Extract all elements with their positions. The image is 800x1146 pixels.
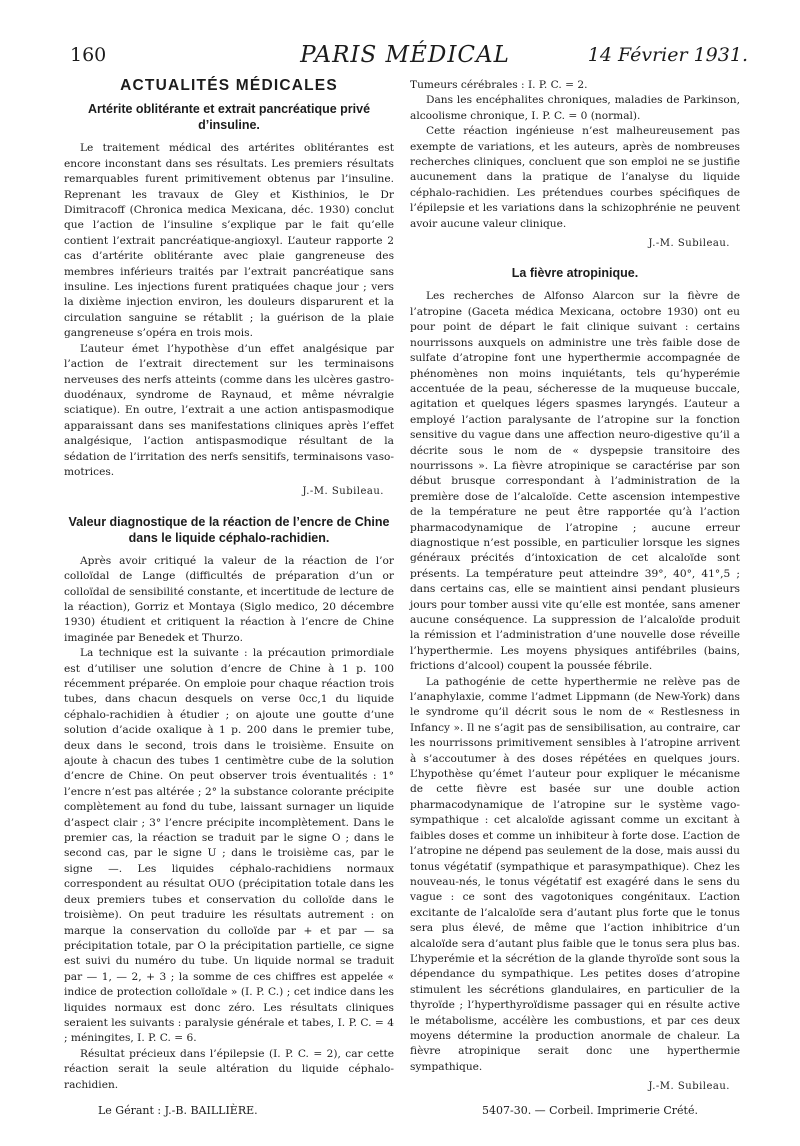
- author-signature: J.-M. Subileau.: [302, 486, 384, 498]
- article-paragraph: L’auteur émet l’hypothèse d’un effet analgésique par l’action de l’extrait directement sur les terminaisons nerveuses des nerfs atteints (comme dans les ulcères gastro-duodénaux, syndrome de Raynaud, et même névralgie sciatique). En outre, l’extrait a une action antispasmodique apparaissant dans ses manifestations cliniques après l’effet analgésique, l’action antispasmodique résultant de la sédation de l’irritation des nerfs sensitifs, terminaisons vaso-motrices.: [64, 342, 394, 478]
- page-number: 160: [70, 44, 107, 66]
- issue-date: 14 Février 1931.: [587, 44, 748, 66]
- journal-title: PARIS MÉDICAL: [300, 42, 510, 68]
- article-paragraph: La pathogénie de cette hyperthermie ne relève pas de l’anaphylaxie, comme l’admet Lippmann (de New-York) dans le syndrome qu’il décrit sous le nom de « Restlesness in Infancy ». Il ne s’agit pas de sensibilisation, au contraire, car les nourrissons primitivement sensibles à l’atropine arrivent à s’accoutumer à des doses répétées en quelques jours. L’hypothèse qu’émet l’auteur pour expliquer le mécanisme de cette fièvre est basée sur une double action pharmacodynamique de l’atropine sur le système vago-sympathique : cet alcaloïde agissant comme un excitant à faibles doses et comme un inhibiteur à forte dose. L’action de l’atropine ne dépend pas seulement de la dose, mais aussi du tonus végétatif (sympathique et parasympathique). Chez les nouveau-nés, le tonus végétatif est exagéré dans le sens du vague : ce sont des vagotoniques congénitaux. L’action excitante de l’alcaloïde sera d’autant plus forte que le tonus sera plus élevé, de même que l’action inhibitrice d’un alcaloïde sera d’autant plus faible que le tonus sera plus bas. L’hyperémie et la sécrétion de la glande thyroïde sont sous la dépendance du sympathique. Les petites doses d’atropine stimulent les sécrétions glandulaires, en particulier de la thyroïde ; l’hyperthyroïdisme passager qui en résulte active le métabolisme, accélère les combustions, et par ces deux moyens détermine la production anormale de chaleur. La fièvre atropinique serait donc une hyperthermie sympathique.: [410, 675, 740, 1073]
- author-signature: J.-M. Subileau.: [648, 1081, 730, 1093]
- section-title: ACTUALITÉS MÉDICALES: [120, 77, 338, 94]
- footer-imprint: 5407-30. — Corbeil. Imprimerie Crété.: [481, 1104, 698, 1117]
- article-title-encre-de-chine: Valeur diagnostique de la réaction de l’encre de Chine dans le liquide céphalo-rachidien.: [68, 514, 390, 545]
- article-paragraph: Cette réaction ingénieuse n’est malheureusement pas exempte de variations, et les auteurs, après de nombreuses recherches cliniques, concluent que son emploi ne se justifie aucunement dans la pratique de l’analyse du liquide céphalo-rachidien. Les prétendues courbes spécifiques de l’épilepsie et les variations dans la schizophrénie ne peuvent avoir aucune valeur clinique.: [410, 125, 740, 230]
- article-paragraph: Tumeurs cérébrales : I. P. C. = 2.: [410, 79, 588, 91]
- article-paragraph: La technique est la suivante : la précaution primordiale est d’utiliser une solution d’encre de Chine à 1 p. 100 récemment préparée. On emploie pour chaque réaction trois tubes, dans chacun desquels on verse 0cc,1 du liquide céphalo-rachidien à étudier ; on ajoute une goutte d’une solution d’acide oxalique à 1 p. 200 dans le premier tube, deux dans le second, trois dans le troisième. Ensuite on ajoute à chacun des tubes 1 centimètre cube de la solution d’encre de Chine. On peut observer trois éventualités : 1° l’encre n’est pas altérée ; 2° la substance colorante précipite complètement au fond du tube, laissant surnager un liquide d’aspect clair ; 3° l’encre précipite incomplètement. Dans le premier cas, la réaction se traduit par le signe O ; dans le second cas, par le signe U ; dans le troisième cas, par le signe —. Les liquides céphalo-rachidiens normaux correspondent au résultat OUO (précipitation totale dans les deux premiers tubes et conservation du colloïde dans le troisième). On peut traduire les résultats autrement : on marque la conservation du colloïde par + et par — sa précipitation totale, par O la précipitation partielle, ce signe est suivi du numéro du tube. Un liquide normal se traduit par — 1, — 2, + 3 ; la somme de ces chiffres est appelée « indice de protection colloïdale » (I. P. C.) ; cet indice dans les liquides normaux est donc zéro. Les résultats cliniques seraient les suivants : paralysie générale et tabes, I. P. C. = 4 ; méningites, I. P. C. = 6.: [64, 647, 394, 1045]
- article-paragraph: Résultat précieux dans l’épilepsie (I. P. C. = 2), car cette réaction serait la seule altération du liquide céphalo-rachidien.: [64, 1047, 394, 1091]
- article-title-fievre-atropinique: La fièvre atropinique.: [511, 266, 639, 281]
- author-signature: J.-M. Subileau.: [648, 238, 730, 250]
- footer-gerant: Le Gérant : J.-B. BAILLIÈRE.: [98, 1104, 258, 1117]
- right-column: [410, 78, 740, 1109]
- article-paragraph: Après avoir critiqué la valeur de la réaction de l’or colloïdal de Lange (difficultés de préparation d’un or colloïdal de sensibilité constante, et incertitude de lecture de la réaction), Gorriz et Montaya (Siglo medico, 20 décembre 1930) étudient et critiquent la réaction à l’encre de Chine imaginée par Benedek et Thurzo.: [64, 554, 394, 644]
- left-column: [64, 78, 394, 1093]
- article-paragraph: Les recherches de Alfonso Alarcon sur la fièvre de l’atropine (Gaceta médica Mexicana, octobre 1930) ont eu pour point de départ le fait clinique suivant : certains nourrissons auxquels on administre une très faible dose de sulfate d’atropine font une hyperthermie accompagnée de phénomènes non moins inquiétants, tels qu’hyperémie accentuée de la peau, sécheresse de la muqueuse buccale, agitation et quelques légers spasmes laryngés. L’auteur a employé l’action paralysante de l’atropine sur la fonction sensitive du vague dans une affection neuro-digestive qu’il a décrite sous le nom de « dyspepsie transitoire des nourrissons ». La fièvre atropinique se caractérise par son début brusque correspondant à l’administration de la première dose de l’alcaloïde. Cette ascension intempestive de la température ne peut être rapportée qu’à l’action pharmacodynamique de l’atropine ; aucune erreur diagnostique n’est possible, en particulier lorsque les signes généraux précités d’intoxication de cet alcaloïde sont présents. La température peut atteindre 39°, 40°, 41°,5 ; dans certains cas, elle se maintient ainsi pendant plusieurs jours pour tomber aussi vite qu’elle est montée, sans amener aucune conséquence. La suppression de l’alcaloïde produit la rémission et l’administration d’une nouvelle dose réveille l’hyperthermie. Les moyens physiques antifébriles (bains, frictions d’alcool) coupent la poussée fébrile.: [410, 290, 740, 673]
- article-title-arterite: Artérite oblitérante et extrait pancréatique privé d’insuline.: [87, 102, 371, 133]
- article-paragraph: Dans les encéphalites chroniques, maladies de Parkinson, alcoolisme chronique, I. P. C. = 0 (normal).: [410, 94, 740, 122]
- page-header: [62, 42, 748, 76]
- article-paragraph: Le traitement médical des artérites oblitérantes est encore inconstant dans ses résultats. Les premiers résultats remarquables furent primitivement obtenus par l’insuline. Reprenant les travaux de Gley et Kisthinios, le Dr Dimitracoff (Chronica medica Mexicana, déc. 1930) conclut que l’action de l’insuline s’explique par le fait qu’elle contient l’extrait pancréatique-angioxyl. L’auteur rapporte 2 cas d’artérite oblitérante avec plaie gangreneuse des membres inférieurs traités par l’extrait pancréatique sans insuline. Les injections furent pratiquées chaque jour ; vers la dixième injection environ, les douleurs disparurent et la circulation sanguine se rétablit ; la guérison de la plaie gangreneuse s’opéra en trois mois.: [64, 142, 394, 340]
